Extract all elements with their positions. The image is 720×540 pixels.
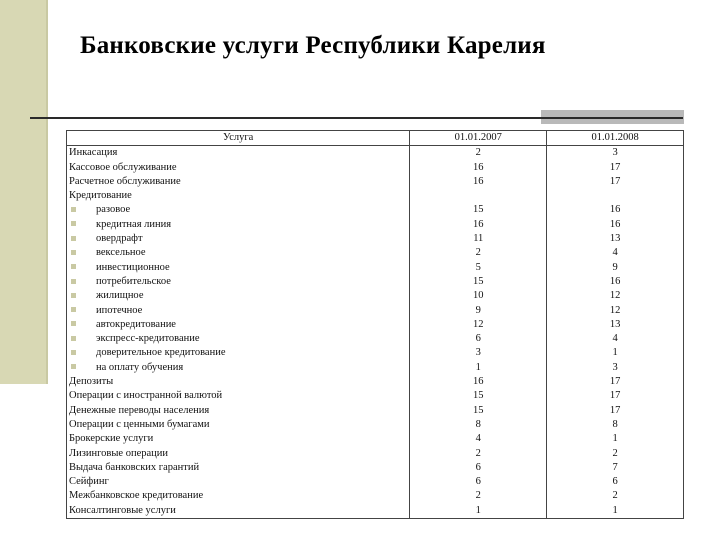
service-name: доверительное кредитование — [96, 347, 226, 359]
values-2007-list — [412, 146, 544, 518]
value-2007: 15 — [473, 275, 484, 287]
square-bullet-icon — [71, 279, 76, 284]
value-2008: 12 — [609, 304, 621, 316]
value-2008: 13 — [609, 233, 621, 245]
service-name: ипотечное — [96, 304, 143, 316]
value-2007: 4 — [475, 433, 481, 445]
value-2007: 16 — [473, 218, 484, 230]
value-2007: 8 — [475, 418, 481, 430]
service-row-label — [69, 432, 407, 446]
service-row-label — [69, 289, 407, 303]
service-name: Операции с иностранной валютой — [69, 390, 223, 402]
service-name: жилищное — [96, 290, 144, 302]
value-2008: 1 — [612, 504, 618, 516]
square-bullet-icon — [71, 350, 76, 355]
side-decor-lower — [0, 384, 47, 540]
service-name: кредитная линия — [96, 218, 172, 230]
service-name: Консалтинговые услуги — [69, 504, 176, 516]
value-2008: 17 — [609, 404, 621, 416]
value-2008: 16 — [609, 275, 621, 287]
values-2007-cell — [410, 146, 547, 519]
square-bullet-icon — [71, 293, 76, 298]
service-row-label — [69, 447, 407, 461]
service-name: потребительское — [96, 275, 171, 287]
value-2008: 16 — [609, 218, 621, 230]
service-name: Лизинговые операции — [69, 447, 169, 459]
value-2007: 10 — [473, 290, 484, 302]
value-2008: 17 — [609, 390, 621, 402]
service-row-label — [69, 146, 407, 160]
service-row-label — [69, 418, 407, 432]
square-bullet-icon — [71, 336, 76, 341]
service-name: Депозиты — [69, 376, 114, 388]
service-name: инвестиционное — [96, 261, 170, 273]
value-2008: 6 — [612, 476, 618, 488]
service-row-label — [69, 504, 407, 518]
service-name: экспресс-кредитование — [96, 333, 200, 345]
service-name: Выдача банковских гарантий — [69, 461, 200, 473]
service-row-label — [69, 304, 407, 318]
title-rule — [30, 117, 683, 119]
value-2008: 13 — [609, 318, 621, 330]
header-service: Услуга — [67, 131, 410, 146]
value-2007: 1 — [475, 504, 481, 516]
service-row-label — [69, 375, 407, 389]
service-row-label — [69, 275, 407, 289]
value-2008: 17 — [609, 376, 621, 388]
value-2008: 16 — [609, 204, 621, 216]
header-2008: 01.01.2008 — [547, 131, 684, 146]
value-2008: 8 — [612, 418, 618, 430]
header-2007: 01.01.2007 — [410, 131, 547, 146]
value-2007 — [412, 189, 544, 203]
service-row-label — [69, 175, 407, 189]
service-row-label — [69, 404, 407, 418]
value-2007: 15 — [473, 390, 484, 402]
square-bullet-icon — [71, 250, 76, 255]
page-title: Банковские услуги Республики Карелия — [80, 32, 546, 59]
value-2008: 2 — [612, 490, 618, 502]
value-2008: 7 — [612, 461, 618, 473]
square-bullet-icon — [71, 307, 76, 312]
service-row-label — [69, 318, 407, 332]
service-row-label — [69, 203, 407, 217]
service-row-label — [69, 246, 407, 260]
service-name: автокредитование — [96, 318, 176, 330]
service-name: Брокерские услуги — [69, 433, 154, 445]
value-2007: 2 — [475, 147, 481, 159]
value-2008: 3 — [612, 361, 618, 373]
service-row-label — [69, 461, 407, 475]
table-body-row — [67, 146, 684, 519]
service-name: Межбанковское кредитование — [69, 490, 204, 502]
service-names-cell — [67, 146, 410, 519]
square-bullet-icon — [71, 207, 76, 212]
service-row-label — [69, 475, 407, 489]
square-bullet-icon — [71, 364, 76, 369]
value-2008: 1 — [612, 347, 618, 359]
value-2008: 4 — [612, 247, 618, 259]
service-row-label — [69, 361, 407, 375]
value-2008: 3 — [612, 147, 618, 159]
service-row-label — [69, 232, 407, 246]
service-name: Сейфинг — [69, 476, 109, 488]
value-2008: 9 — [612, 261, 618, 273]
service-name: Инкасация — [69, 147, 118, 159]
value-2007: 11 — [473, 233, 484, 245]
value-2007: 15 — [473, 204, 484, 216]
value-2008 — [549, 189, 681, 203]
value-2007: 6 — [475, 461, 481, 473]
value-2007: 15 — [473, 404, 484, 416]
service-name: Кредитование — [69, 190, 132, 202]
value-2007: 16 — [473, 161, 484, 173]
service-row-label — [69, 261, 407, 275]
square-bullet-icon — [71, 321, 76, 326]
service-name: разовое — [96, 204, 131, 216]
value-2007: 3 — [475, 347, 481, 359]
service-name: Расчетное обслуживание — [69, 175, 181, 187]
side-decor-band — [0, 0, 47, 384]
square-bullet-icon — [71, 264, 76, 269]
service-row-label — [69, 332, 407, 346]
service-row-label — [69, 161, 407, 175]
service-name: на оплату обучения — [96, 361, 184, 373]
value-2007: 2 — [475, 447, 481, 459]
table-header-row — [67, 131, 684, 146]
value-2007: 6 — [475, 333, 481, 345]
service-row-label — [69, 218, 407, 232]
value-2008: 1 — [612, 433, 618, 445]
square-bullet-icon — [71, 221, 76, 226]
value-2007: 12 — [473, 318, 484, 330]
services-table — [66, 130, 684, 519]
service-row-label — [69, 489, 407, 503]
value-2008: 2 — [612, 447, 618, 459]
value-2007: 1 — [475, 361, 481, 373]
value-2007: 9 — [475, 304, 481, 316]
value-2008: 17 — [609, 161, 621, 173]
value-2007: 5 — [475, 261, 481, 273]
value-2007: 2 — [475, 247, 481, 259]
value-2008: 12 — [609, 290, 621, 302]
values-2008-cell — [547, 146, 684, 519]
value-2007: 2 — [475, 490, 481, 502]
service-name: вексельное — [96, 247, 146, 259]
service-name: Операции с ценными бумагами — [69, 418, 210, 430]
service-name: овердрафт — [96, 233, 143, 245]
side-decor-line — [46, 0, 48, 384]
service-names-list — [69, 146, 407, 518]
value-2008: 4 — [612, 333, 618, 345]
service-row-label — [69, 389, 407, 403]
service-row-label — [69, 346, 407, 360]
service-name: Кассовое обслуживание — [69, 161, 177, 173]
square-bullet-icon — [71, 236, 76, 241]
service-name: Денежные переводы населения — [69, 404, 210, 416]
value-2008: 17 — [609, 175, 621, 187]
value-2007: 16 — [473, 376, 484, 388]
value-2007: 6 — [475, 476, 481, 488]
value-2007: 16 — [473, 175, 484, 187]
values-2008-list — [549, 146, 681, 518]
service-row-label — [69, 189, 407, 203]
